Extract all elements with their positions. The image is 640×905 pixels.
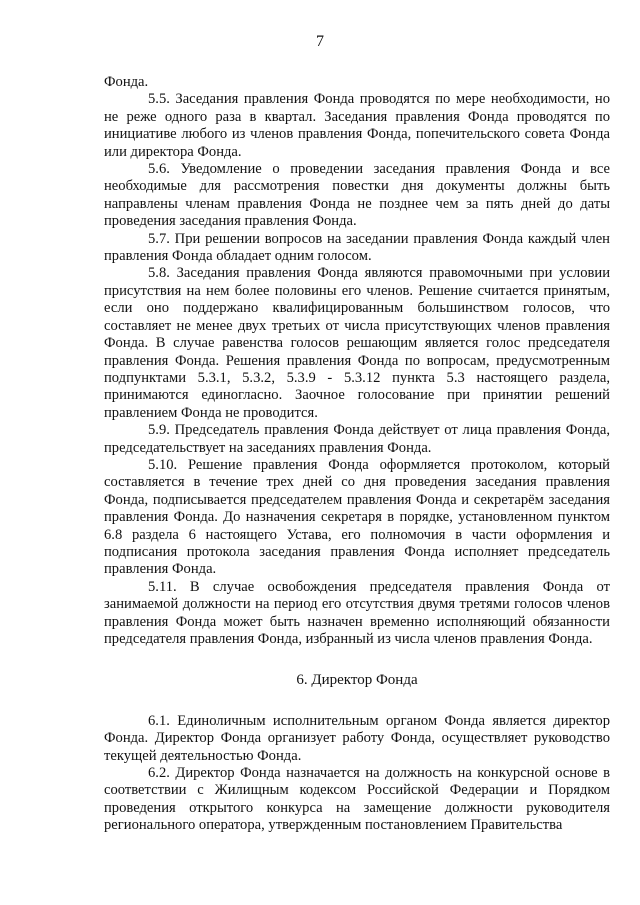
paragraph-6-2: 6.2. Директор Фонда назначается на должность на конкурсной основе в соответствии с Жилищным кодексом Российской Федерации и Порядком проведения открытого конкурса на замещение должности руководителя регионального оператора, утвержденным постановлением Правительства [104, 765, 610, 834]
paragraph-continuation: Фонда. [104, 74, 149, 90]
paragraph-5-6: 5.6. Уведомление о проведении заседания правления Фонда и все необходимые для рассмотрения повестки дня документы должны быть направлены членам правления Фонда не позднее чем за пять дней до даты проведения заседания правления Фонда. [104, 161, 610, 230]
paragraph-5-5: 5.5. Заседания правления Фонда проводятся по мере необходимости, но не реже одного раза в квартал. Заседания правления Фонда проводятся по инициативе любого из членов правления Фонда, попечительского совета Фонда или директора Фонда. [104, 91, 610, 160]
section-heading: 6. Директор Фонда [296, 672, 418, 689]
page-number: 7 [316, 33, 324, 50]
document-body [104, 74, 610, 835]
paragraph-5-8: 5.8. Заседания правления Фонда являются правомочными при условии присутствия на нем более половины его членов. Решение считается принятым, если оно поддержано квалифицированным большинством голосов, что составляет не менее двух третьих от числа присутствующих членов правления Фонда. В случае равенства голосов решающим является голос председателя правления Фонда. Решения правления Фонда по вопросам, предусмотренным подпунктами 5.3.1, 5.3.2, 5.3.9 - 5.3.12 пункта 5.3 настоящего раздела, принимаются единогласно. Заочное голосование при принятии решений правлением Фонда не проводится. [104, 265, 610, 421]
paragraph-5-7: 5.7. При решении вопросов на заседании правления Фонда каждый член правления Фонда обладает одним голосом. [104, 230, 610, 265]
paragraph-5-9: 5.9. Председатель правления Фонда действует от лица правления Фонда, председательствует на заседаниях правления Фонда. [104, 422, 610, 456]
paragraph-5-10: 5.10. Решение правления Фонда оформляется протоколом, который составляется в течение трех дней со дня проведения заседания правления Фонда, подписывается председателем правления Фонда и секретарём заседания правления Фонда. До назначения секретаря в порядке, установленном пунктом 6.8 раздела 6 настоящего Устава, его полномочия в части оформления и подписания протокола заседания правления Фонда исполняет председатель правления Фонда. [104, 456, 610, 578]
paragraph-5-11: 5.11. В случае освобождения председателя правления Фонда от занимаемой должности на период его отсутствия двумя третями голосов членов правления Фонда может быть назначен временно исполняющий обязанности председателя правления Фонда, избранный из числа членов правления Фонда. [104, 578, 610, 647]
paragraph-6-1: 6.1. Единоличным исполнительным органом Фонда является директор Фонда. Директор Фонда организует работу Фонда, осуществляет руководство текущей деятельностью Фонда. [104, 712, 610, 764]
